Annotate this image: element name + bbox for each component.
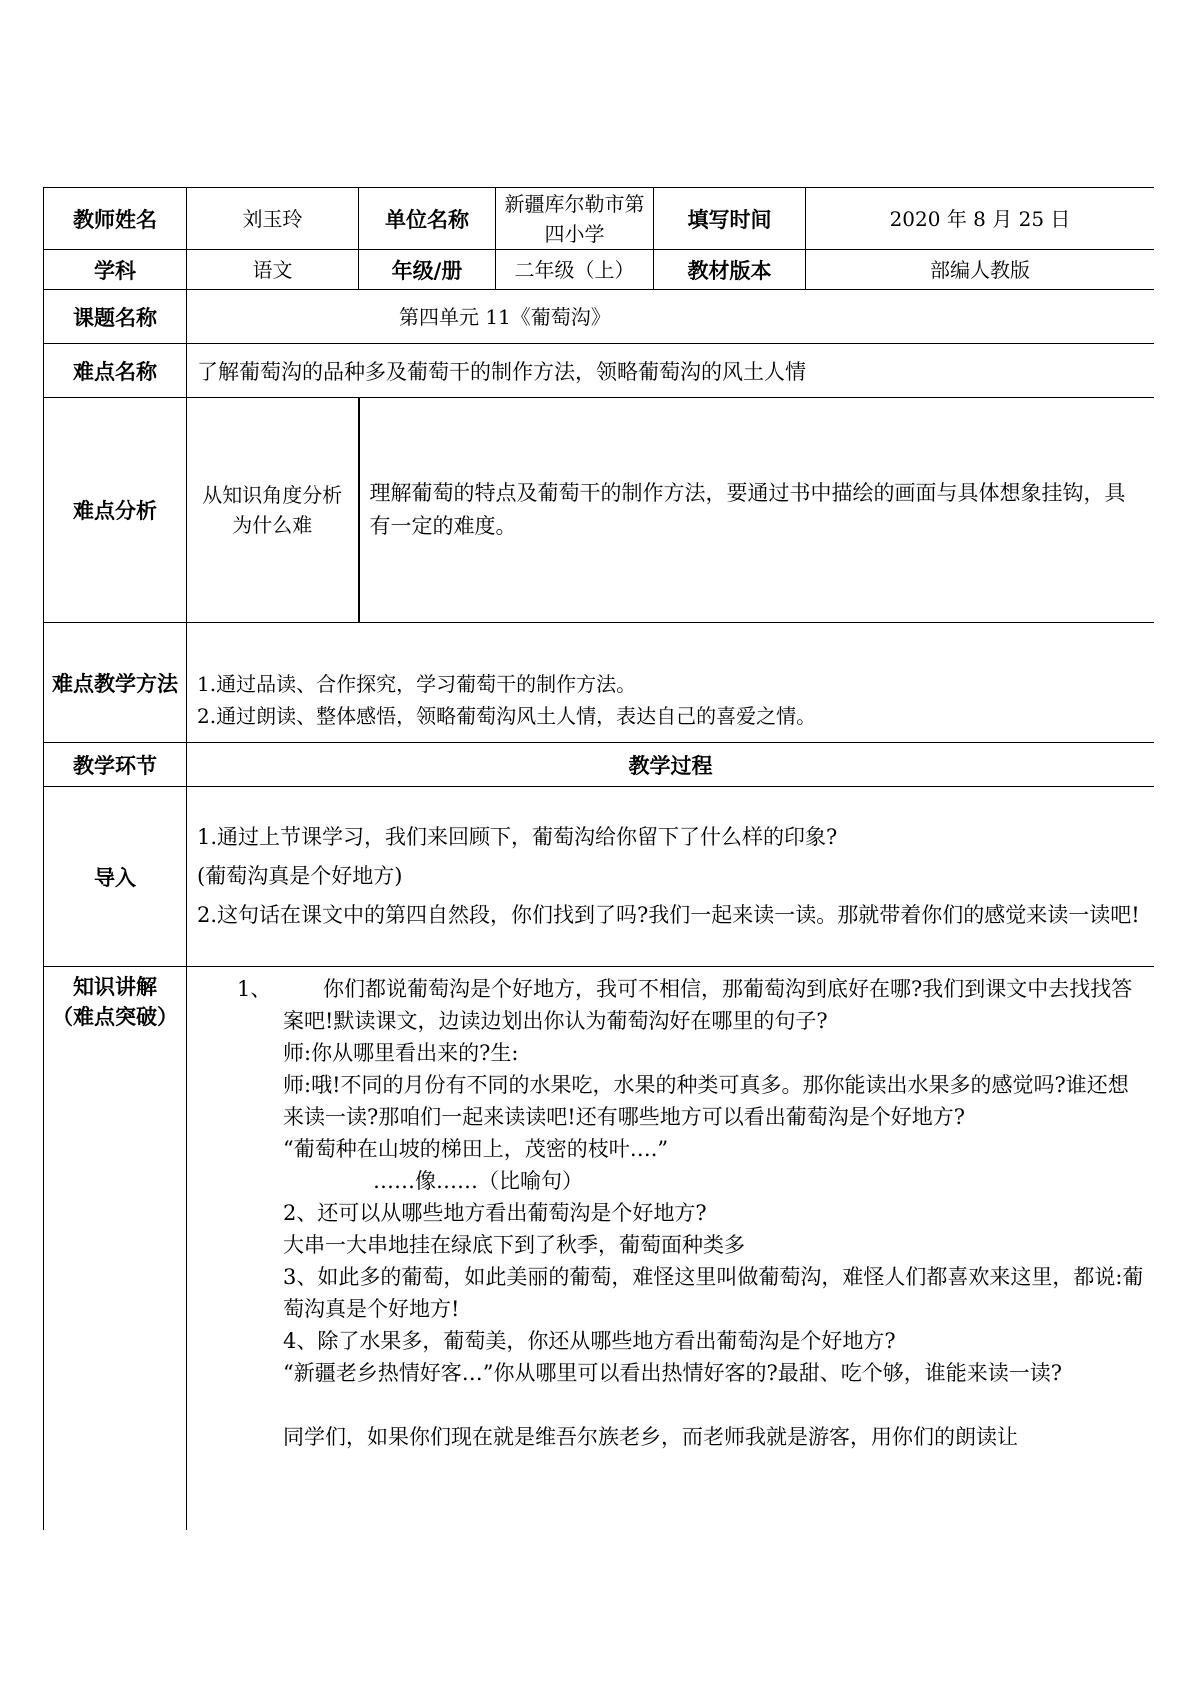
knowledge-p1: 师:你从哪里看出来的?生: xyxy=(283,1041,519,1065)
method-line-2: 2.通过朗读、整体感悟，领略葡萄沟风土人情，表达自己的喜爱之情。 xyxy=(197,703,817,728)
analysis-value: 理解葡萄的特点及葡萄干的制作方法，要通过书中描绘的画面与具体想象挂钩，具有一定的难度。 xyxy=(369,481,1126,538)
topic-row xyxy=(44,290,1155,344)
edition-label: 教材版本 xyxy=(654,250,806,290)
method-row xyxy=(44,623,1155,743)
knowledge-p3: “葡萄种在山坡的梯田上，茂密的枝叶….” xyxy=(283,1137,669,1161)
method-value-cell xyxy=(187,623,1155,743)
intro-line-2: (葡萄沟真是个好地方) xyxy=(197,864,403,888)
analysis-sublabel-line1: 从知识角度分析 xyxy=(202,483,343,507)
grade-label: 年级/册 xyxy=(359,250,496,290)
process-step-label: 教学环节 xyxy=(44,743,187,787)
method-line-1: 1.通过品读、合作探究，学习葡萄干的制作方法。 xyxy=(197,671,637,696)
date-value: 2020 年 8 月 25 日 xyxy=(806,188,1155,250)
knowledge-p9: “新疆老乡热情好客…”你从哪里可以看出热情好客的?最甜、吃个够，谁能来读一读? xyxy=(283,1361,1062,1385)
grade-value: 二年级（上） xyxy=(496,250,654,290)
header-row-1 xyxy=(44,188,1155,250)
knowledge-spacer xyxy=(283,1389,1146,1421)
knowledge-value-cell xyxy=(187,967,1155,1531)
teacher-label: 教师姓名 xyxy=(44,188,187,250)
analysis-label: 难点分析 xyxy=(44,398,187,623)
intro-label: 导入 xyxy=(44,787,187,967)
difficulty-value: 了解葡萄沟的品种多及葡萄干的制作方法，领略葡萄沟的风土人情 xyxy=(187,344,1155,398)
knowledge-label-line2: （难点突破） xyxy=(52,1005,178,1029)
intro-value-cell xyxy=(187,787,1155,967)
date-label: 填写时间 xyxy=(654,188,806,250)
process-header-row xyxy=(44,743,1155,787)
intro-row xyxy=(44,787,1155,967)
edition-value: 部编人教版 xyxy=(806,250,1155,290)
unit-value-line2: 四小学 xyxy=(544,221,605,246)
knowledge-p8: 4、除了水果多，葡萄美，你还从哪些地方看出葡萄沟是个好地方? xyxy=(283,1329,896,1353)
difficulty-row xyxy=(44,344,1155,398)
knowledge-p4: ……像……（比喻句） xyxy=(373,1169,583,1193)
lesson-plan-table xyxy=(43,187,1154,1530)
knowledge-item-1-number: 1、 xyxy=(237,977,272,1001)
knowledge-p7: 3、如此多的葡萄，如此美丽的葡萄，难怪这里叫做葡萄沟，难怪人们都喜欢来这里，都说:葡萄沟真是个好地方! xyxy=(283,1265,1144,1321)
topic-label: 课题名称 xyxy=(44,290,187,344)
analysis-row xyxy=(44,398,1155,623)
method-label: 难点教学方法 xyxy=(44,623,187,743)
knowledge-label xyxy=(44,967,187,1531)
analysis-value-cell xyxy=(359,398,1155,623)
analysis-sublabel-line2: 为什么难 xyxy=(232,513,313,537)
knowledge-label-line1: 知识讲解 xyxy=(73,975,157,999)
intro-line-3: 2.这句话在课文中的第四自然段，你们找到了吗?我们一起来读一读。那就带着你们的感觉来读一读吧! xyxy=(197,903,1140,927)
unit-value xyxy=(496,188,654,250)
knowledge-p10: 同学们，如果你们现在就是维吾尔族老乡，而老师我就是游客，用你们的朗读让 xyxy=(283,1425,1018,1449)
intro-line-1: 1.通过上节课学习，我们来回顾下，葡萄沟给你留下了什么样的印象? xyxy=(197,825,838,849)
topic-value: 第四单元 11《葡萄沟》 xyxy=(187,290,1155,344)
analysis-sublabel xyxy=(187,398,359,623)
subject-label: 学科 xyxy=(44,250,187,290)
header-row-2 xyxy=(44,250,1155,290)
difficulty-label: 难点名称 xyxy=(44,344,187,398)
knowledge-p5: 2、还可以从哪些地方看出葡萄沟是个好地方? xyxy=(283,1201,707,1225)
knowledge-p2: 师:哦!不同的月份有不同的水果吃，水果的种类可真多。那你能读出水果多的感觉吗?谁还想来读一读?那咱们一起来读读吧!还有哪些地方可以看出葡萄沟是个好地方? xyxy=(283,1073,1129,1129)
knowledge-item-1 xyxy=(237,973,1146,1037)
process-label: 教学过程 xyxy=(187,743,1155,787)
unit-label: 单位名称 xyxy=(359,188,496,250)
lesson-plan-form xyxy=(43,187,1154,1530)
subject-value: 语文 xyxy=(187,250,359,290)
teacher-value: 刘玉玲 xyxy=(187,188,359,250)
knowledge-item-1-text: 你们都说葡萄沟是个好地方，我可不相信，那葡萄沟到底好在哪?我们到课文中去找找答案吧!默读课文，边读边划出你认为葡萄沟好在哪里的句子? xyxy=(283,977,1133,1033)
unit-value-line1: 新疆库尔勒市第 xyxy=(504,191,645,216)
knowledge-row xyxy=(44,967,1155,1531)
knowledge-p6: 大串一大串地挂在绿底下到了秋季，葡萄面种类多 xyxy=(283,1233,745,1257)
